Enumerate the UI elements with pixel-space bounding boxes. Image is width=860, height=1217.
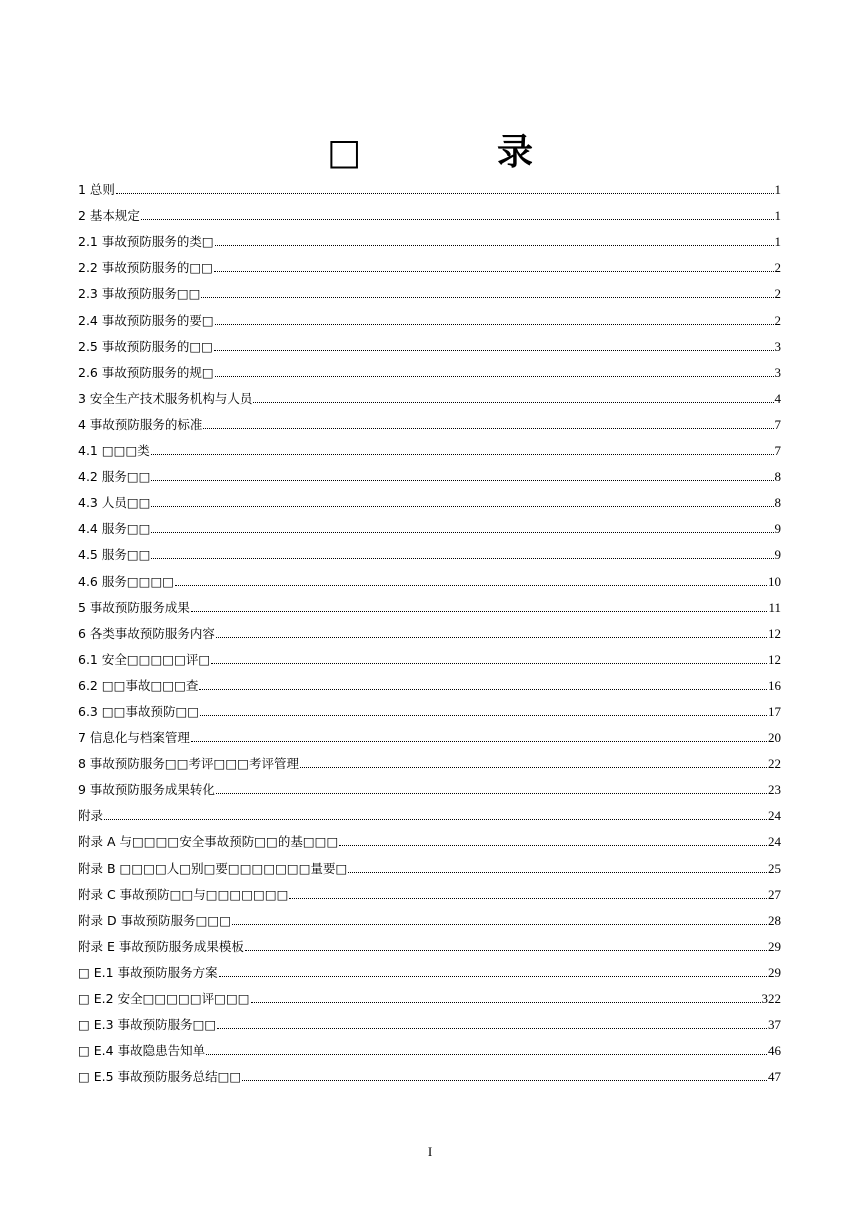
toc-entry-page: 12 <box>768 625 781 641</box>
toc-dot-leader <box>201 297 773 298</box>
toc-entry-page: 8 <box>774 495 781 511</box>
toc-entry[interactable] <box>78 330 781 356</box>
toc-entry-page: 47 <box>768 1069 781 1085</box>
toc-entry-page: 16 <box>768 677 781 693</box>
toc-entry-page: 3 <box>774 364 781 380</box>
toc-entry[interactable] <box>78 721 781 747</box>
toc-entry[interactable] <box>78 303 781 329</box>
toc-entry-page: 46 <box>768 1043 781 1059</box>
toc-entry[interactable] <box>78 930 781 956</box>
toc-entry-label: 4.6 服务□□□□ <box>78 573 175 589</box>
toc-entry[interactable] <box>78 643 781 669</box>
toc-dot-leader <box>339 845 767 846</box>
toc-entry-label: 附录 D 事故预防服务□□□ <box>78 912 232 928</box>
toc-entry-page: 1 <box>774 182 781 198</box>
toc-entry-label: 8 事故预防服务□□考评□□□考评管理 <box>78 756 299 772</box>
toc-entry[interactable] <box>78 825 781 851</box>
toc-entry[interactable] <box>78 1060 781 1086</box>
toc-entry-label: 4.2 服务□□ <box>78 469 151 485</box>
toc-entry[interactable] <box>78 277 781 303</box>
toc-entry-page: 23 <box>768 782 781 798</box>
toc-dot-leader <box>348 872 767 873</box>
toc-entry[interactable] <box>78 591 781 617</box>
toc-entry-label: 4.1 □□□类 <box>78 443 150 459</box>
toc-dot-leader <box>232 924 767 925</box>
toc-entry-label: 附录 E 事故预防服务成果模板 <box>78 938 244 954</box>
toc-entry[interactable] <box>78 408 781 434</box>
toc-entry-page: 9 <box>774 521 781 537</box>
toc-entry[interactable] <box>78 799 781 825</box>
toc-dot-leader <box>116 193 774 194</box>
toc-dot-leader <box>151 532 773 533</box>
toc-dot-leader <box>211 663 767 664</box>
toc-entry-page: 25 <box>768 860 781 876</box>
toc-entry[interactable] <box>78 460 781 486</box>
toc-entry-label: 5 事故预防服务成果 <box>78 599 190 615</box>
toc-entry-label: □ E.2 安全□□□□□评□□□ <box>78 991 250 1006</box>
toc-entry[interactable] <box>78 356 781 382</box>
toc-entry-label: 附录 A 与□□□□安全事故预防□□的基□□□ <box>78 834 339 850</box>
toc-entry-label: 2.2 事故预防服务的□□ <box>78 260 213 276</box>
toc-entry-page: 20 <box>768 730 781 746</box>
toc-dot-leader <box>245 950 767 951</box>
toc-dot-leader <box>216 637 767 638</box>
toc-dot-leader <box>242 1080 767 1081</box>
toc-entry-label: 4.3 人员□□ <box>78 495 151 511</box>
toc-entry-page: 2 <box>774 260 781 276</box>
toc-entry-page: 7 <box>774 416 781 432</box>
toc-entry[interactable] <box>78 747 781 773</box>
toc-entry[interactable] <box>78 904 781 930</box>
toc-entry[interactable] <box>78 669 781 695</box>
toc-entry-label: 附录 B □□□□人□别□要□□□□□□□量要□ <box>78 860 348 876</box>
toc-dot-leader <box>199 689 767 690</box>
toc-entry[interactable] <box>78 512 781 538</box>
toc-dot-leader <box>151 506 773 507</box>
toc-dot-leader <box>203 428 773 429</box>
toc-entry-label: □ E.1 事故预防服务方案 <box>78 964 218 980</box>
toc-entry-label: 附录 C 事故预防□□与□□□□□□□ <box>78 886 289 902</box>
toc-entry-page: 28 <box>768 912 781 928</box>
toc-entry[interactable] <box>78 225 781 251</box>
toc-dot-leader <box>289 898 767 899</box>
toc-entry-page: 27 <box>768 886 781 902</box>
toc-entry-label: 2 基本规定 <box>78 208 140 224</box>
toc-entry[interactable] <box>78 434 781 460</box>
toc-dot-leader <box>191 611 768 612</box>
toc-entry-page: 8 <box>774 469 781 485</box>
toc-entry-label: □ E.3 事故预防服务□□ <box>78 1017 217 1033</box>
toc-entry-page: 10 <box>768 573 781 589</box>
toc-entry-label: 4.5 服务□□ <box>78 547 151 563</box>
toc-entry[interactable] <box>78 173 781 199</box>
toc-entry[interactable] <box>78 695 781 721</box>
toc-entry-page: 1 <box>774 208 781 224</box>
page-number: I <box>427 1144 433 1159</box>
toc-entry[interactable] <box>78 1008 781 1034</box>
toc-entry-label: 4.4 服务□□ <box>78 521 151 537</box>
toc-entry[interactable] <box>78 538 781 564</box>
toc-entry[interactable] <box>78 956 781 982</box>
toc-entry-page: 11 <box>768 599 781 615</box>
toc-dot-leader <box>300 767 767 768</box>
toc-dot-leader <box>219 976 767 977</box>
toc-entry-label: 2.6 事故预防服务的规□ <box>78 364 214 380</box>
toc-entry[interactable] <box>78 486 781 512</box>
toc-dot-leader <box>215 245 774 246</box>
table-of-contents <box>78 173 781 1086</box>
toc-entry-page: 4 <box>774 390 781 406</box>
toc-dot-leader <box>151 480 773 481</box>
toc-entry-label: 3 安全生产技术服务机构与人员 <box>78 390 253 406</box>
toc-dot-leader <box>251 1002 761 1003</box>
toc-entry-label: 6.1 安全□□□□□评□ <box>78 651 211 667</box>
toc-dot-leader <box>216 793 767 794</box>
toc-dot-leader <box>104 819 767 820</box>
toc-dot-leader <box>215 324 774 325</box>
toc-dot-leader <box>214 350 774 351</box>
toc-entry-label: □ E.5 事故预防服务总结□□ <box>78 1069 242 1085</box>
toc-dot-leader <box>151 454 774 455</box>
toc-entry-page: 37 <box>768 1017 781 1033</box>
toc-entry[interactable] <box>78 982 781 1008</box>
toc-entry-page: 3 <box>774 338 781 354</box>
toc-entry-label: □ E.4 事故隐患告知单 <box>78 1043 206 1059</box>
toc-entry-label: 7 信息化与档案管理 <box>78 730 190 746</box>
toc-entry-page: 29 <box>768 964 781 980</box>
page-title: □ 录 <box>326 131 583 174</box>
toc-entry-page: 2 <box>774 312 781 328</box>
toc-entry-label: 9 事故预防服务成果转化 <box>78 782 215 798</box>
toc-dot-leader <box>151 558 773 559</box>
toc-entry-label: 6.3 □□事故预防□□ <box>78 703 200 719</box>
toc-entry-page: 24 <box>768 808 781 824</box>
toc-entry-label: 2.4 事故预防服务的要□ <box>78 312 214 328</box>
toc-entry-page: 29 <box>768 938 781 954</box>
toc-entry-label: 2.5 事故预防服务的□□ <box>78 338 213 354</box>
toc-entry[interactable] <box>78 851 781 877</box>
toc-entry-label: 2.1 事故预防服务的类□ <box>78 234 214 250</box>
toc-entry-page: 17 <box>768 703 781 719</box>
toc-dot-leader <box>206 1054 767 1055</box>
toc-entry-page: 322 <box>761 991 781 1006</box>
toc-dot-leader <box>215 376 774 377</box>
toc-entry[interactable] <box>78 564 781 590</box>
toc-entry-label: 附录 <box>78 808 104 824</box>
toc-dot-leader <box>191 741 767 742</box>
toc-entry-page: 9 <box>774 547 781 563</box>
toc-entry-label: 6 各类事故预防服务内容 <box>78 625 215 641</box>
toc-dot-leader <box>200 715 767 716</box>
toc-dot-leader <box>214 271 774 272</box>
toc-entry[interactable] <box>78 199 781 225</box>
toc-entry-label: 4 事故预防服务的标准 <box>78 416 203 432</box>
toc-entry[interactable] <box>78 251 781 277</box>
toc-dot-leader <box>217 1028 767 1029</box>
toc-entry[interactable] <box>78 617 781 643</box>
toc-dot-leader <box>253 402 773 403</box>
toc-entry[interactable] <box>78 382 781 408</box>
toc-entry-label: 2.3 事故预防服务□□ <box>78 286 201 302</box>
toc-dot-leader <box>175 585 767 586</box>
toc-entry-label: 1 总则 <box>78 182 115 198</box>
toc-entry-label: 6.2 □□事故□□□查 <box>78 677 199 693</box>
toc-entry[interactable] <box>78 1034 781 1060</box>
toc-entry-page: 7 <box>774 443 781 459</box>
toc-dot-leader <box>141 219 774 220</box>
toc-entry[interactable] <box>78 878 781 904</box>
toc-entry[interactable] <box>78 773 781 799</box>
toc-entry-page: 22 <box>768 756 781 772</box>
toc-entry-page: 1 <box>774 234 781 250</box>
toc-entry-page: 24 <box>768 834 781 850</box>
toc-entry-page: 2 <box>774 286 781 302</box>
toc-entry-page: 12 <box>768 651 781 667</box>
